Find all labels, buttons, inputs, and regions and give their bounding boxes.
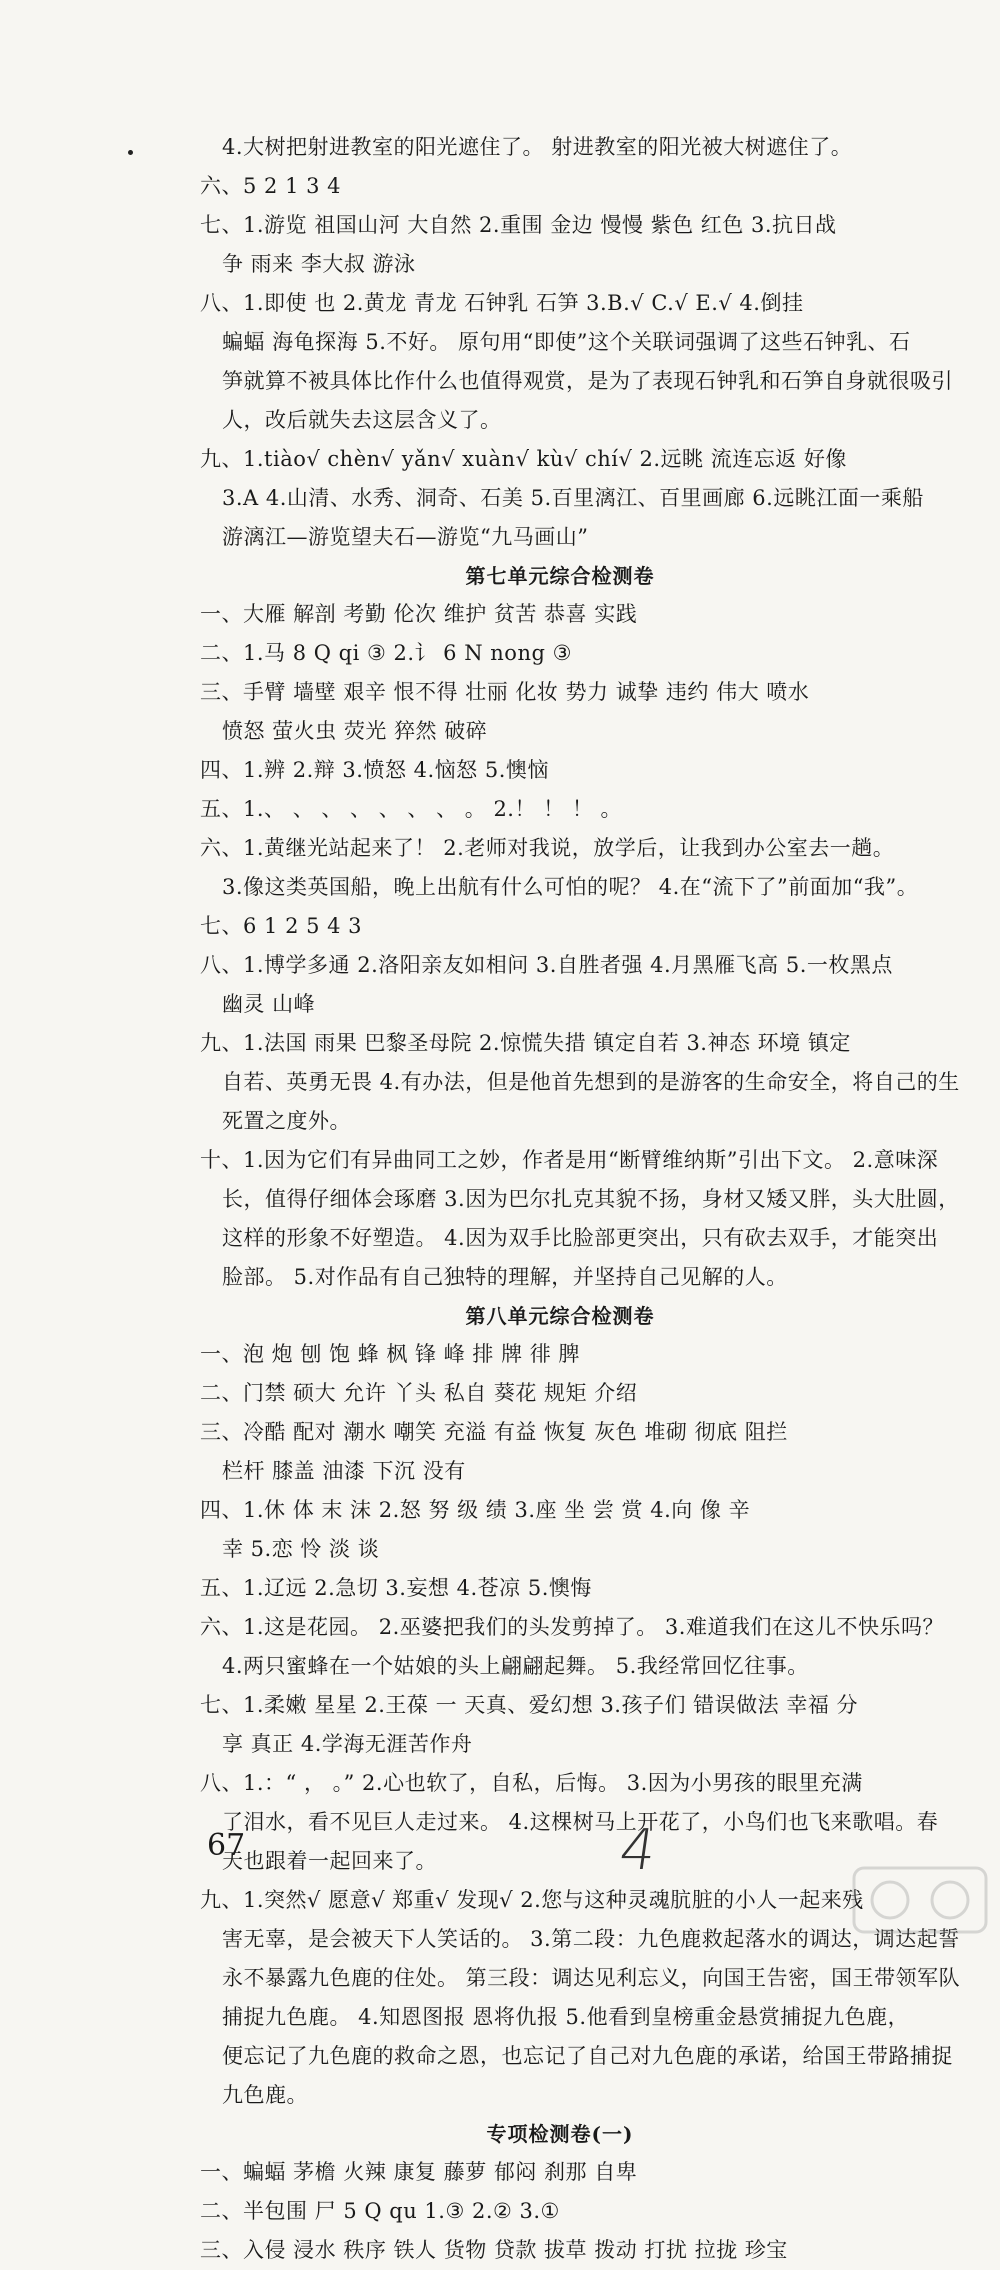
answer-line: 五、1.、 、 、 、 、 、 、 。 2.！ ！ ！ 。	[200, 797, 622, 821]
answer-line: 七、1.柔嫩 星星 2.王葆 一 天真、爱幻想 3.孩子们 错误做法 幸福 分	[200, 1693, 859, 1717]
page-number: 67	[207, 1828, 246, 1863]
section-title: 第七单元综合检测卷	[465, 564, 655, 588]
answer-line: 六、5 2 1 3 4	[200, 174, 342, 198]
section-title: 专项检测卷(一)	[486, 2122, 634, 2146]
answer-line: 八、1.即使 也 2.黄龙 青龙 石钟乳 石笋 3.B.√ C.√ E.√ 4.倒挂	[200, 291, 804, 315]
answer-line: 了泪水，看不见巨人走过来。 4.这棵树马上开花了，小鸟们也飞来歌唱。春	[222, 1810, 939, 1834]
answer-line: 幽灵 山峰	[222, 992, 316, 1016]
answer-line: 一、蝙蝠 茅檐 火辣 康复 藤萝 郁闷 刹那 自卑	[200, 2160, 638, 2184]
answer-line: 愤怒 萤火虫 荧光 猝然 破碎	[222, 719, 488, 743]
answer-content	[200, 128, 961, 2270]
answer-line: 一、大雁 解剖 考勤 伦次 维护 贫苦 恭喜 实践	[200, 602, 638, 626]
answer-line: 幸 5.恋 怜 淡 谈	[222, 1537, 380, 1561]
margin-dot	[128, 150, 133, 155]
answer-line: 二、门禁 硕大 允许 丫头 私自 葵花 规矩 介绍	[200, 1381, 638, 1405]
answer-line: 人，改后就失去这层含义了。	[222, 408, 502, 432]
answer-line: 七、1.游览 祖国山河 大自然 2.重围 金边 慢慢 紫色 红色 3.抗日战	[200, 213, 837, 237]
answer-line: 四、1.辨 2.辩 3.愤怒 4.恼怒 5.懊恼	[200, 758, 549, 782]
answer-line: 三、冷酷 配对 潮水 嘲笑 充溢 有益 恢复 灰色 堆砌 彻底 阻拦	[200, 1420, 788, 1444]
handwritten-mark: 4	[615, 1818, 661, 1883]
answer-line: 害无辜，是会被天下人笑话的。 3.第二段：九色鹿救起落水的调达，调达起誓	[222, 1927, 960, 1951]
answer-line: 六、1.黄继光站起来了！ 2.老师对我说，放学后，让我到办公室去一趟。	[200, 836, 895, 860]
answer-line: 九、1.tiào√ chèn√ yǎn√ xuàn√ kù√ chí√ 2.远眺 流连忘返 好像	[200, 447, 847, 471]
answer-line: 死置之度外。	[222, 1109, 351, 1133]
answer-line: 四、1.休 体 末 沫 2.怒 努 级 绩 3.座 坐 尝 赏 4.向 像 辛	[200, 1498, 751, 1522]
answer-line: 一、泡 炮 刨 饱 蜂 枫 锋 峰 排 牌 徘 脾	[200, 1342, 580, 1366]
watermark-logo	[850, 1860, 990, 1940]
answer-line: 捕捉九色鹿。 4.知恩图报 恩将仇报 5.他看到皇榜重金悬赏捕捉九色鹿，	[222, 2005, 910, 2029]
answer-line: 笋就算不被具体比作什么也值得观赏，是为了表现石钟乳和石笋自身就很吸引	[222, 369, 953, 393]
answer-line: 便忘记了九色鹿的救命之恩，也忘记了自己对九色鹿的承诺，给国王带路捕捉	[222, 2044, 953, 2068]
answer-line: 享 真正 4.学海无涯苦作舟	[222, 1732, 473, 1756]
answer-line: 栏杆 膝盖 油漆 下沉 没有	[222, 1459, 466, 1483]
answer-line: 这样的形象不好塑造。 4.因为双手比脸部更突出，只有砍去双手，才能突出	[222, 1226, 939, 1250]
answer-line: 五、1.辽远 2.急切 3.妄想 4.苍凉 5.懊悔	[200, 1576, 592, 1600]
answer-line: 游漓江—游览望夫石—游览“九马画山”	[222, 525, 589, 549]
answer-line: 三、手臂 墙壁 艰辛 恨不得 壮丽 化妆 势力 诚挚 违约 伟大 喷水	[200, 680, 810, 704]
answer-line: 争 雨来 李大叔 游泳	[222, 252, 416, 276]
answer-line: 九色鹿。	[222, 2083, 308, 2107]
answer-line: 自若、英勇无畏 4.有办法，但是他首先想到的是游客的生命安全，将自己的生	[222, 1070, 960, 1094]
answer-line: 天也跟着一起回来了。	[222, 1849, 437, 1873]
answer-line: 九、1.法国 雨果 巴黎圣母院 2.惊慌失措 镇定自若 3.神态 环境 镇定	[200, 1031, 851, 1055]
answer-line: 长，值得仔细体会琢磨 3.因为巴尔扎克其貌不扬，身材又矮又胖，头大肚圆，	[222, 1187, 960, 1211]
section-title: 第八单元综合检测卷	[465, 1304, 655, 1328]
answer-line: 3.像这类英国船，晚上出航有什么可怕的呢？ 4.在“流下了”前面加“我”。	[222, 875, 919, 899]
answer-line: 3.A 4.山清、水秀、洞奇、石美 5.百里漓江、百里画廊 6.远眺江面一乘船	[222, 486, 924, 510]
answer-line: 七、6 1 2 5 4 3	[200, 914, 363, 938]
answer-line: 永不暴露九色鹿的住处。 第三段：调达见利忘义，向国王告密，国王带领军队	[222, 1966, 961, 1990]
answer-line: 4.两只蜜蜂在一个姑娘的头上翩翩起舞。 5.我经常回忆往事。	[222, 1654, 809, 1678]
answer-line: 十、1.因为它们有异曲同工之妙，作者是用“断臂维纳斯”引出下文。 2.意味深	[200, 1148, 939, 1172]
answer-line: 二、半包围 尸 5 Q qu 1.③ 2.② 3.①	[200, 2199, 560, 2223]
answer-line: 八、1.：“ ， 。” 2.心也软了，自私，后悔。 3.因为小男孩的眼里充满	[200, 1771, 863, 1795]
answer-line: 八、1.博学多通 2.洛阳亲友如相问 3.自胜者强 4.月黑雁飞高 5.一枚黑点	[200, 953, 893, 977]
answer-line: 三、入侵 浸水 秩序 铁人 货物 贷款 拔草 拨动 打扰 拉拢 珍宝	[200, 2238, 788, 2262]
answer-line: 4.大树把射进教室的阳光遮住了。 射进教室的阳光被大树遮住了。	[222, 135, 853, 159]
answer-line: 脸部。 5.对作品有自己独特的理解，并坚持自己见解的人。	[222, 1265, 788, 1289]
answer-line: 二、1.马 8 Q qi ③ 2.讠 6 N nong ③	[200, 641, 572, 665]
answer-line: 九、1.突然√ 愿意√ 郑重√ 发现√ 2.您与这种灵魂肮脏的小人一起来残	[200, 1888, 864, 1912]
answer-line: 六、1.这是花园。 2.巫婆把我们的头发剪掉了。 3.难道我们在这儿不快乐吗？	[200, 1615, 944, 1639]
answer-line: 蝙蝠 海龟探海 5.不好。 原句用“即使”这个关联词强调了这些石钟乳、石	[222, 330, 911, 354]
